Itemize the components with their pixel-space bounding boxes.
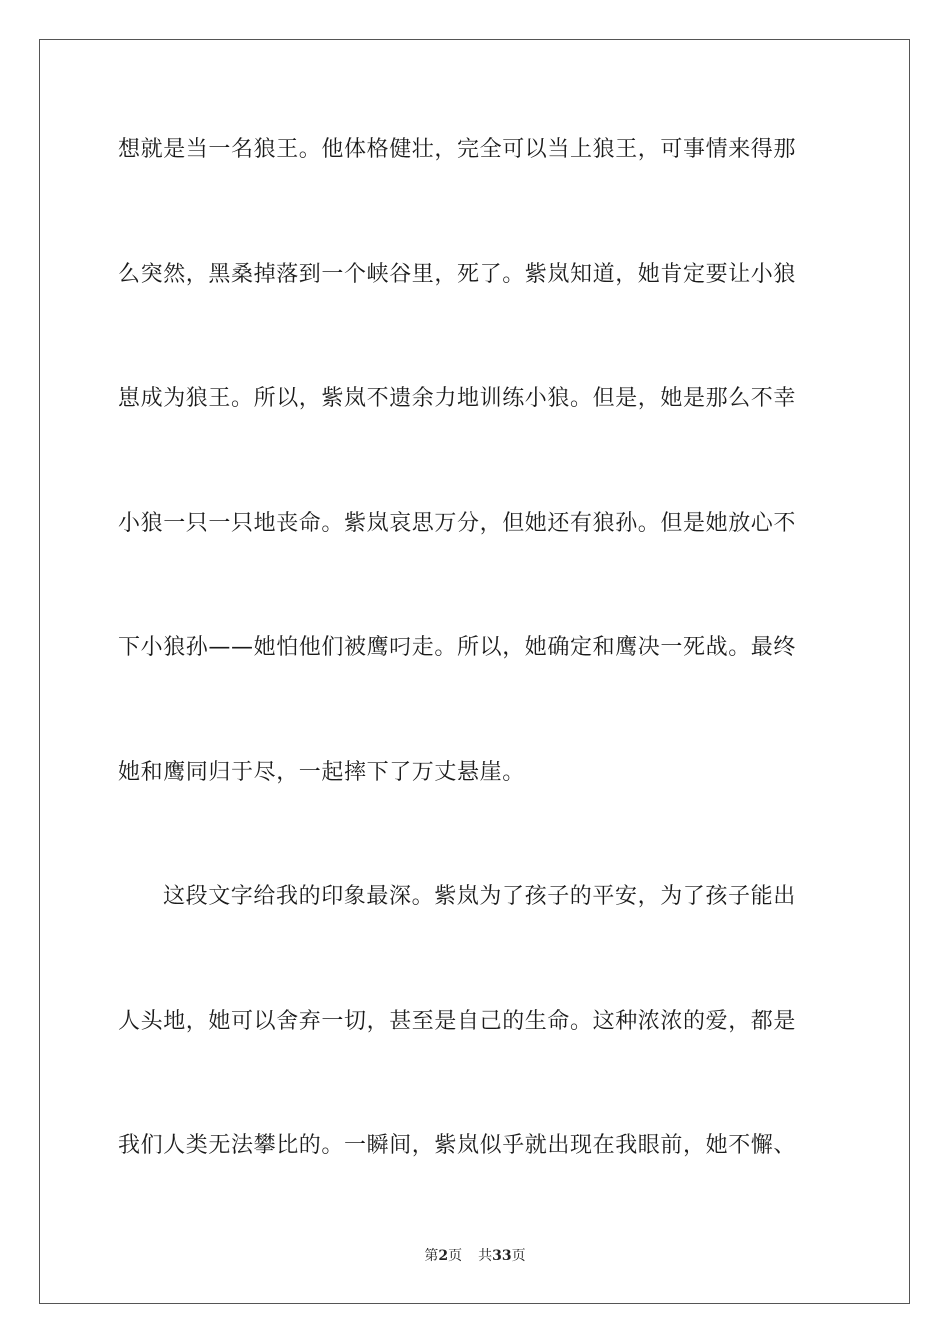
paragraph-first-line: 这段文字给我的印象最深。紫岚为了孩子的平安，为了孩子能出: [163, 884, 796, 909]
body-text-line: 她和鹰同归于尽，一起摔下了万丈悬崖。: [118, 760, 525, 785]
body-text-line: 小狼一只一只地丧命。紫岚哀思万分，但她还有狼孙。但是她放心不: [118, 511, 797, 536]
page-prefix: 第: [424, 1248, 439, 1264]
page-border: [39, 39, 910, 1304]
body-text-line: 下小狼孙——她怕他们被鹰叼走。所以，她确定和鹰决一死战。最终: [118, 635, 797, 660]
body-text-line: 么突然，黑桑掉落到一个峡谷里，死了。紫岚知道，她肯定要让小狼: [118, 262, 797, 287]
total-pages-number: 33: [492, 1248, 512, 1264]
total-prefix: 共: [478, 1248, 493, 1264]
current-page-number: 2: [438, 1248, 449, 1264]
page-suffix: 页: [448, 1248, 463, 1264]
body-text-line: 想就是当一名狼王。他体格健壮，完全可以当上狼王，可事情来得那: [118, 137, 797, 162]
body-text-line: 人头地，她可以舍弃一切，甚至是自己的生命。这种浓浓的爱，都是: [118, 1009, 797, 1034]
body-text-line: 崽成为狼王。所以，紫岚不遗余力地训练小狼。但是，她是那么不幸: [118, 386, 797, 411]
total-suffix: 页: [511, 1248, 526, 1264]
page-number-footer: [0, 1247, 950, 1265]
body-text-line: 我们人类无法攀比的。一瞬间，紫岚似乎就出现在我眼前，她不懈、: [118, 1133, 797, 1158]
